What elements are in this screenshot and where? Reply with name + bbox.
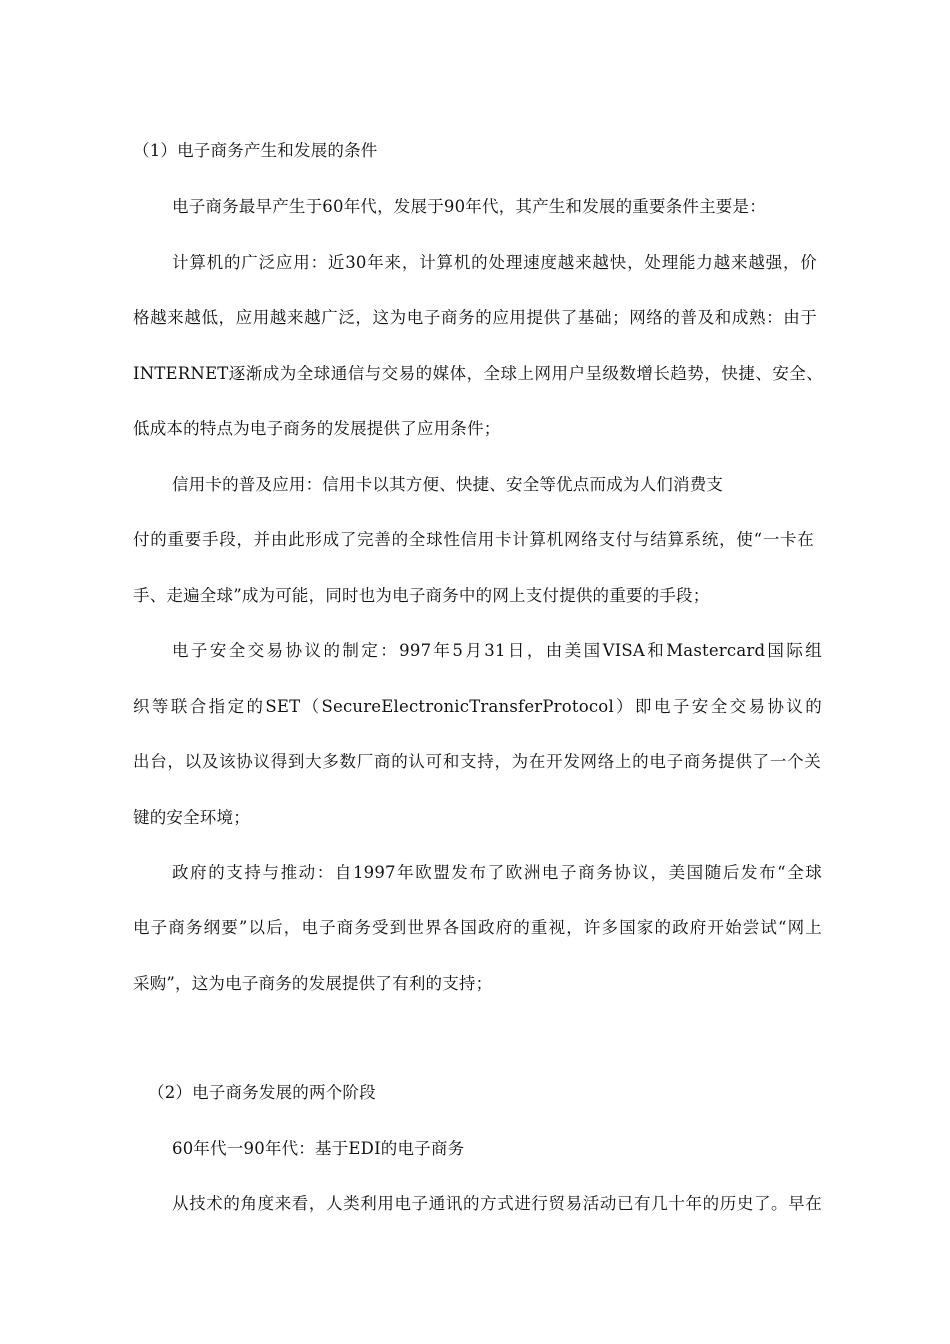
- stage-title: 60年代一90年代：基于EDI的电子商务: [172, 1139, 465, 1158]
- section-1-intro: 电子商务最早产生于60年代，发展于90年代，其产生和发展的重要条件主要是：: [172, 197, 766, 216]
- section-2-heading: （2）电子商务发展的两个阶段: [148, 1083, 376, 1102]
- paragraph-line: 电子商务纲要”以后，电子商务受到世界各国政府的重视，许多国家的政府开始尝试“网上: [133, 918, 822, 937]
- paragraph-line: 信用卡的普及应用：信用卡以其方便、快捷、安全等优点而成为人们消费支: [172, 475, 724, 494]
- paragraph-line: 手、走遍全球”成为可能，同时也为电子商务中的网上支付提供的重要的手段；: [133, 586, 710, 605]
- paragraph-line: 政府的支持与推动：自1997年欧盟发布了欧洲电子商务协议，美国随后发布“全球: [172, 863, 822, 882]
- paragraph-line: 键的安全环境；: [133, 808, 250, 827]
- paragraph-line: INTERNET逐渐成为全球通信与交易的媒体，全球上网用户呈级数增长趋势，快捷、安全、: [133, 364, 823, 383]
- paragraph-line: 低成本的特点为电子商务的发展提供了应用条件；: [133, 419, 501, 438]
- paragraph-line: 付的重要手段，并由此形成了完善的全球性信用卡计算机网络支付与结算系统，使“一卡在: [133, 530, 814, 549]
- paragraph-line: 从技术的角度来看，人类利用电子通讯的方式进行贸易活动已有几十年的历史了。早在: [172, 1194, 822, 1213]
- paragraph-line: 织等联合指定的SET（SecureElectronicTransferProtocol）即电子安全交易协议的: [133, 697, 822, 716]
- paragraph-line: 采购”，这为电子商务的发展提供了有利的支持；: [133, 974, 493, 993]
- paragraph-line: 格越来越低，应用越来越广泛，这为电子商务的应用提供了基础；网络的普及和成熟：由于: [133, 308, 817, 327]
- paragraph-line: 出台，以及该协议得到大多数厂商的认可和支持，为在开发网络上的电子商务提供了一个关: [133, 752, 821, 771]
- section-1-heading: （1）电子商务产生和发展的条件: [133, 141, 378, 160]
- paragraph-line: 电子安全交易协议的制定：997年5月31日，由美国VISA和Mastercard国际组: [172, 641, 822, 660]
- paragraph-line: 计算机的广泛应用：近30年来，计算机的处理速度越来越快，处理能力越来越强，价: [172, 253, 817, 272]
